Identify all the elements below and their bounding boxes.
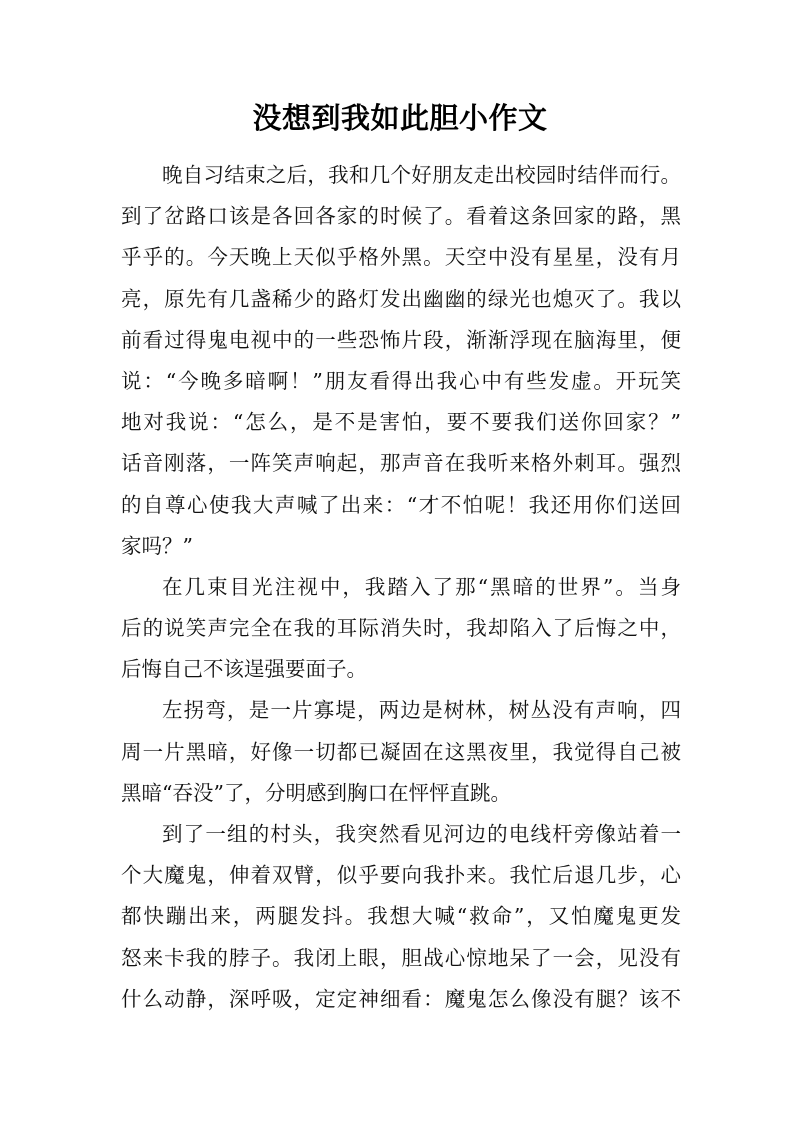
text-line: 地对我说：“怎么，是不是害怕，要不要我们送你回家？” [121,410,681,435]
text-line: 亮，原先有几盏稀少的路灯发出幽幽的绿光也熄灭了。我以 [121,286,681,311]
text-line: 都快蹦出来，两腿发抖。我想大喊“救命”，又怕魔鬼更发 [121,904,681,929]
document-title: 没想到我如此胆小作文 [252,101,548,135]
paragraph-4 [121,814,681,1020]
document-body [121,155,681,1020]
text-line: 左拐弯，是一片寡堤，两边是树林，树丛没有声响，四 [162,698,681,723]
text-line: 到了岔路口该是各回各家的时候了。看着这条回家的路，黑 [121,204,681,229]
text-line: 后悔自己不该逞强要面子。 [121,657,367,682]
text-line: 晚自习结束之后，我和几个好朋友走出校园时结伴而行。 [162,163,681,187]
text-line: 周一片黑暗，好像一切都已凝固在这黑夜里，我觉得自己被 [121,739,681,764]
paragraph-1 [121,155,681,567]
text-line: 话音刚落，一阵笑声响起，那声音在我听来格外刺耳。强烈 [121,451,681,476]
text-line: 在几束目光注视中，我踏入了那“黑暗的世界”。当身 [162,574,681,599]
paragraph-3 [121,690,681,814]
text-line: 的自尊心使我大声喊了出来：“才不怕呢！我还用你们送回 [121,492,681,517]
text-line: 说：“今晚多暗啊！”朋友看得出我心中有些发虚。开玩笑 [121,368,681,393]
text-line: 前看过得鬼电视中的一些恐怖片段，渐渐浮现在脑海里，便 [121,327,681,352]
text-line: 后的说笑声完全在我的耳际消失时，我却陷入了后悔之中， [121,616,681,641]
text-line: 家吗？” [121,533,193,558]
text-line: 到了一组的村头，我突然看见河边的电线杆旁像站着一 [162,822,681,846]
text-line: 乎乎的。今天晚上天似乎格外黑。天空中没有星星，没有月 [121,245,681,270]
text-line: 什么动静，深呼吸，定定神细看：魔鬼怎么像没有腿？该不 [121,986,681,1011]
text-line: 怒来卡我的脖子。我闭上眼，胆战心惊地呆了一会，见没有 [121,945,681,970]
paragraph-2 [121,567,681,691]
text-line: 黑暗“吞没”了，分明感到胸口在怦怦直跳。 [121,780,511,805]
text-line: 个大魔鬼，伸着双臂，似乎要向我扑来。我忙后退几步，心 [121,863,681,888]
